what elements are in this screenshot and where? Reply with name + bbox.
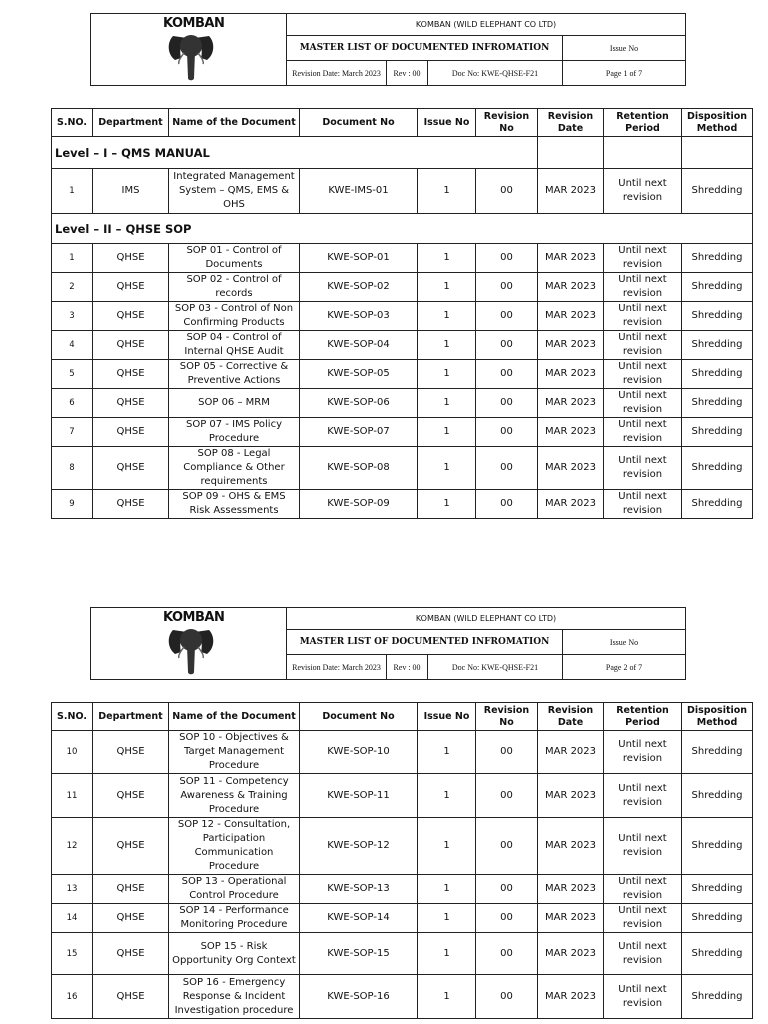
revision-no-cell: 00	[476, 933, 538, 975]
issue-label: Issue No	[563, 630, 686, 655]
document-no-cell: KWE-SOP-15	[300, 933, 418, 975]
issue-no-cell: 1	[418, 389, 476, 418]
document-no-cell: KWE-IMS-01	[300, 169, 418, 214]
disposition-method-cell: Shredding	[682, 418, 753, 447]
table-row	[52, 331, 753, 360]
department-cell: QHSE	[93, 490, 169, 519]
table-row	[52, 818, 753, 875]
disposition-method-cell: Shredding	[682, 975, 753, 1019]
document-no-cell: KWE-SOP-04	[300, 331, 418, 360]
header-row	[52, 109, 753, 137]
doc-number: Doc No: KWE-QHSE-F21	[428, 655, 563, 680]
revision-no-cell: 00	[476, 818, 538, 875]
table-row	[52, 731, 753, 774]
document-name-cell: Integrated Management System – QMS, EMS & OHS	[169, 169, 300, 214]
table-row	[52, 244, 753, 273]
retention-period-cell: Until next revision	[604, 447, 682, 490]
logo-text: KOMBAN	[163, 16, 225, 31]
disposition-method-cell: Shredding	[682, 169, 753, 214]
retention-period-cell: Until next revision	[604, 389, 682, 418]
document-name-header: Name of the Document	[169, 703, 300, 731]
document-no-cell: KWE-SOP-11	[300, 774, 418, 818]
company-name: KOMBAN (WILD ELEPHANT CO LTD)	[287, 608, 686, 630]
table-row	[52, 933, 753, 975]
disposition-method-header: Disposition Method	[682, 703, 753, 731]
retention-period-cell: Until next revision	[604, 244, 682, 273]
document-name-cell: SOP 14 - Performance Monitoring Procedure	[169, 904, 300, 933]
document-no-cell: KWE-SOP-13	[300, 875, 418, 904]
revision-no-cell: 00	[476, 331, 538, 360]
revision-date-header: Revision Date	[538, 109, 604, 137]
revision-no-cell: 00	[476, 774, 538, 818]
document-no-header: Document No	[300, 703, 418, 731]
komban-logo	[163, 16, 225, 83]
sno-header: S.NO.	[52, 109, 93, 137]
page1-document-table	[51, 108, 753, 519]
department-cell: QHSE	[93, 360, 169, 389]
revision-date-cell: MAR 2023	[538, 774, 604, 818]
document-name-header: Name of the Document	[169, 109, 300, 137]
document-name-cell: SOP 03 - Control of Non Confirming Products	[169, 302, 300, 331]
retention-period-cell: Until next revision	[604, 818, 682, 875]
document-no-cell: KWE-SOP-14	[300, 904, 418, 933]
revision-no-cell: 00	[476, 875, 538, 904]
revision-no-cell: 00	[476, 490, 538, 519]
sno-cell: 1	[52, 169, 93, 214]
sno-cell: 6	[52, 389, 93, 418]
disposition-method-cell: Shredding	[682, 389, 753, 418]
issue-no-cell: 1	[418, 273, 476, 302]
document-name-cell: SOP 15 - Risk Opportunity Org Context	[169, 933, 300, 975]
level1-heading: Level – I – QMS MANUAL	[52, 137, 538, 169]
document-name-cell: SOP 09 - OHS & EMS Risk Assessments	[169, 490, 300, 519]
issue-label: Issue No	[563, 36, 686, 61]
document-no-header: Document No	[300, 109, 418, 137]
document-name-cell: SOP 10 - Objectives & Target Management Procedure	[169, 731, 300, 774]
department-cell: QHSE	[93, 331, 169, 360]
level1-row	[52, 137, 753, 169]
document-no-cell: KWE-SOP-09	[300, 490, 418, 519]
issue-no-cell: 1	[418, 818, 476, 875]
sno-cell: 3	[52, 302, 93, 331]
revision-date-cell: MAR 2023	[538, 331, 604, 360]
revision-date-cell: MAR 2023	[538, 360, 604, 389]
document-no-cell: KWE-SOP-12	[300, 818, 418, 875]
revision-no-cell: 00	[476, 360, 538, 389]
sno-cell: 11	[52, 774, 93, 818]
disposition-method-cell: Shredding	[682, 273, 753, 302]
department-cell: QHSE	[93, 273, 169, 302]
issue-no-header: Issue No	[418, 109, 476, 137]
revision-date-header: Revision Date	[538, 703, 604, 731]
revision-no-cell: 00	[476, 904, 538, 933]
revision-no-cell: 00	[476, 302, 538, 331]
sno-cell: 5	[52, 360, 93, 389]
retention-period-cell: Until next revision	[604, 975, 682, 1019]
table-row	[52, 302, 753, 331]
issue-no-cell: 1	[418, 875, 476, 904]
doc-number: Doc No: KWE-QHSE-F21	[428, 61, 563, 86]
department-header: Department	[93, 109, 169, 137]
disposition-method-cell: Shredding	[682, 331, 753, 360]
page1-header	[90, 13, 686, 86]
retention-period-cell: Until next revision	[604, 169, 682, 214]
document-name-cell: SOP 12 - Consultation, Participation Communication Procedure	[169, 818, 300, 875]
issue-no-cell: 1	[418, 975, 476, 1019]
document-no-cell: KWE-SOP-06	[300, 389, 418, 418]
document-title: MASTER LIST OF DOCUMENTED INFROMATION	[287, 630, 563, 655]
elephant-icon	[165, 626, 217, 676]
disposition-method-cell: Shredding	[682, 875, 753, 904]
level2-row	[52, 214, 753, 244]
revision-date-cell: MAR 2023	[538, 975, 604, 1019]
elephant-icon	[165, 32, 217, 82]
department-cell: QHSE	[93, 302, 169, 331]
revision-no-cell: 00	[476, 273, 538, 302]
page2-document-table	[51, 702, 753, 1019]
issue-no-cell: 1	[418, 244, 476, 273]
revision-date-cell: MAR 2023	[538, 904, 604, 933]
revision-date-cell: MAR 2023	[538, 169, 604, 214]
logo-text: KOMBAN	[163, 610, 225, 625]
issue-no-header: Issue No	[418, 703, 476, 731]
document-name-cell: SOP 05 - Corrective & Preventive Actions	[169, 360, 300, 389]
disposition-method-cell: Shredding	[682, 818, 753, 875]
document-no-cell: KWE-SOP-16	[300, 975, 418, 1019]
revision-date-cell: MAR 2023	[538, 418, 604, 447]
department-cell: IMS	[93, 169, 169, 214]
sno-cell: 2	[52, 273, 93, 302]
revision-date-cell: MAR 2023	[538, 933, 604, 975]
document-title: MASTER LIST OF DOCUMENTED INFROMATION	[287, 36, 563, 61]
komban-logo	[163, 610, 225, 677]
retention-period-cell: Until next revision	[604, 933, 682, 975]
sno-cell: 1	[52, 244, 93, 273]
table-row	[52, 389, 753, 418]
department-cell: QHSE	[93, 389, 169, 418]
revision-date: Revision Date: March 2023	[287, 61, 387, 86]
retention-period-header: Retention Period	[604, 109, 682, 137]
department-cell: QHSE	[93, 731, 169, 774]
disposition-method-cell: Shredding	[682, 244, 753, 273]
revision-no-cell: 00	[476, 731, 538, 774]
department-cell: QHSE	[93, 875, 169, 904]
table-row	[52, 904, 753, 933]
revision-date-cell: MAR 2023	[538, 244, 604, 273]
issue-no-cell: 1	[418, 360, 476, 389]
sno-cell: 14	[52, 904, 93, 933]
revision-date-cell: MAR 2023	[538, 273, 604, 302]
department-cell: QHSE	[93, 933, 169, 975]
department-cell: QHSE	[93, 818, 169, 875]
issue-no-cell: 1	[418, 169, 476, 214]
disposition-method-header: Disposition Method	[682, 109, 753, 137]
issue-no-cell: 1	[418, 490, 476, 519]
department-cell: QHSE	[93, 244, 169, 273]
department-cell: QHSE	[93, 774, 169, 818]
document-name-cell: SOP 13 - Operational Control Procedure	[169, 875, 300, 904]
sno-cell: 16	[52, 975, 93, 1019]
retention-period-cell: Until next revision	[604, 875, 682, 904]
revision-no-cell: 00	[476, 169, 538, 214]
sno-cell: 13	[52, 875, 93, 904]
document-no-cell: KWE-SOP-05	[300, 360, 418, 389]
table-row	[52, 169, 753, 214]
document-name-cell: SOP 07 - IMS Policy Procedure	[169, 418, 300, 447]
disposition-method-cell: Shredding	[682, 904, 753, 933]
retention-period-cell: Until next revision	[604, 273, 682, 302]
page-number: Page 2 of 7	[563, 655, 686, 680]
department-cell: QHSE	[93, 418, 169, 447]
sno-cell: 15	[52, 933, 93, 975]
document-no-cell: KWE-SOP-01	[300, 244, 418, 273]
document-name-cell: SOP 04 - Control of Internal QHSE Audit	[169, 331, 300, 360]
document-name-cell: SOP 06 – MRM	[169, 389, 300, 418]
revision-no-cell: 00	[476, 975, 538, 1019]
issue-no-cell: 1	[418, 904, 476, 933]
department-cell: QHSE	[93, 904, 169, 933]
header-row	[52, 703, 753, 731]
sno-cell: 7	[52, 418, 93, 447]
table-row	[52, 418, 753, 447]
table-row	[52, 273, 753, 302]
revision-no-header: Revision No	[476, 109, 538, 137]
issue-no-cell: 1	[418, 774, 476, 818]
table-row	[52, 447, 753, 490]
level2-heading: Level – II – QHSE SOP	[52, 214, 753, 244]
document-name-cell: SOP 02 - Control of records	[169, 273, 300, 302]
rev-number: Rev : 00	[387, 61, 428, 86]
issue-no-cell: 1	[418, 731, 476, 774]
disposition-method-cell: Shredding	[682, 774, 753, 818]
disposition-method-cell: Shredding	[682, 302, 753, 331]
revision-date-cell: MAR 2023	[538, 818, 604, 875]
sno-cell: 12	[52, 818, 93, 875]
retention-period-cell: Until next revision	[604, 418, 682, 447]
document-no-cell: KWE-SOP-07	[300, 418, 418, 447]
sno-cell: 4	[52, 331, 93, 360]
table-row	[52, 490, 753, 519]
department-header: Department	[93, 703, 169, 731]
sno-cell: 8	[52, 447, 93, 490]
department-cell: QHSE	[93, 447, 169, 490]
document-no-cell: KWE-SOP-02	[300, 273, 418, 302]
sno-cell: 9	[52, 490, 93, 519]
rev-number: Rev : 00	[387, 655, 428, 680]
page-number: Page 1 of 7	[563, 61, 686, 86]
revision-date-cell: MAR 2023	[538, 447, 604, 490]
revision-date-cell: MAR 2023	[538, 302, 604, 331]
logo-cell	[91, 14, 287, 86]
document-name-cell: SOP 16 - Emergency Response & Incident Investigation procedure	[169, 975, 300, 1019]
document-name-cell: SOP 11 - Competency Awareness & Training Procedure	[169, 774, 300, 818]
retention-period-cell: Until next revision	[604, 331, 682, 360]
revision-no-cell: 00	[476, 418, 538, 447]
issue-no-cell: 1	[418, 302, 476, 331]
revision-date-cell: MAR 2023	[538, 389, 604, 418]
table-row	[52, 975, 753, 1019]
department-cell: QHSE	[93, 975, 169, 1019]
revision-no-cell: 00	[476, 447, 538, 490]
company-name: KOMBAN (WILD ELEPHANT CO LTD)	[287, 14, 686, 36]
retention-period-cell: Until next revision	[604, 904, 682, 933]
disposition-method-cell: Shredding	[682, 360, 753, 389]
issue-no-cell: 1	[418, 447, 476, 490]
issue-no-cell: 1	[418, 331, 476, 360]
disposition-method-cell: Shredding	[682, 490, 753, 519]
sno-cell: 10	[52, 731, 93, 774]
retention-period-cell: Until next revision	[604, 774, 682, 818]
table-row	[52, 875, 753, 904]
issue-no-cell: 1	[418, 933, 476, 975]
disposition-method-cell: Shredding	[682, 447, 753, 490]
revision-no-cell: 00	[476, 244, 538, 273]
table-row	[52, 360, 753, 389]
sno-header: S.NO.	[52, 703, 93, 731]
document-no-cell: KWE-SOP-03	[300, 302, 418, 331]
retention-period-cell: Until next revision	[604, 360, 682, 389]
issue-no-cell: 1	[418, 418, 476, 447]
disposition-method-cell: Shredding	[682, 933, 753, 975]
revision-date-cell: MAR 2023	[538, 490, 604, 519]
page2-header	[90, 607, 686, 680]
revision-date-cell: MAR 2023	[538, 875, 604, 904]
revision-date-cell: MAR 2023	[538, 731, 604, 774]
revision-date: Revision Date: March 2023	[287, 655, 387, 680]
revision-no-cell: 00	[476, 389, 538, 418]
retention-period-cell: Until next revision	[604, 731, 682, 774]
document-no-cell: KWE-SOP-08	[300, 447, 418, 490]
logo-cell	[91, 608, 287, 680]
table-row	[52, 774, 753, 818]
revision-no-header: Revision No	[476, 703, 538, 731]
retention-period-header: Retention Period	[604, 703, 682, 731]
document-no-cell: KWE-SOP-10	[300, 731, 418, 774]
retention-period-cell: Until next revision	[604, 302, 682, 331]
retention-period-cell: Until next revision	[604, 490, 682, 519]
document-name-cell: SOP 08 - Legal Compliance & Other requirements	[169, 447, 300, 490]
disposition-method-cell: Shredding	[682, 731, 753, 774]
document-name-cell: SOP 01 - Control of Documents	[169, 244, 300, 273]
